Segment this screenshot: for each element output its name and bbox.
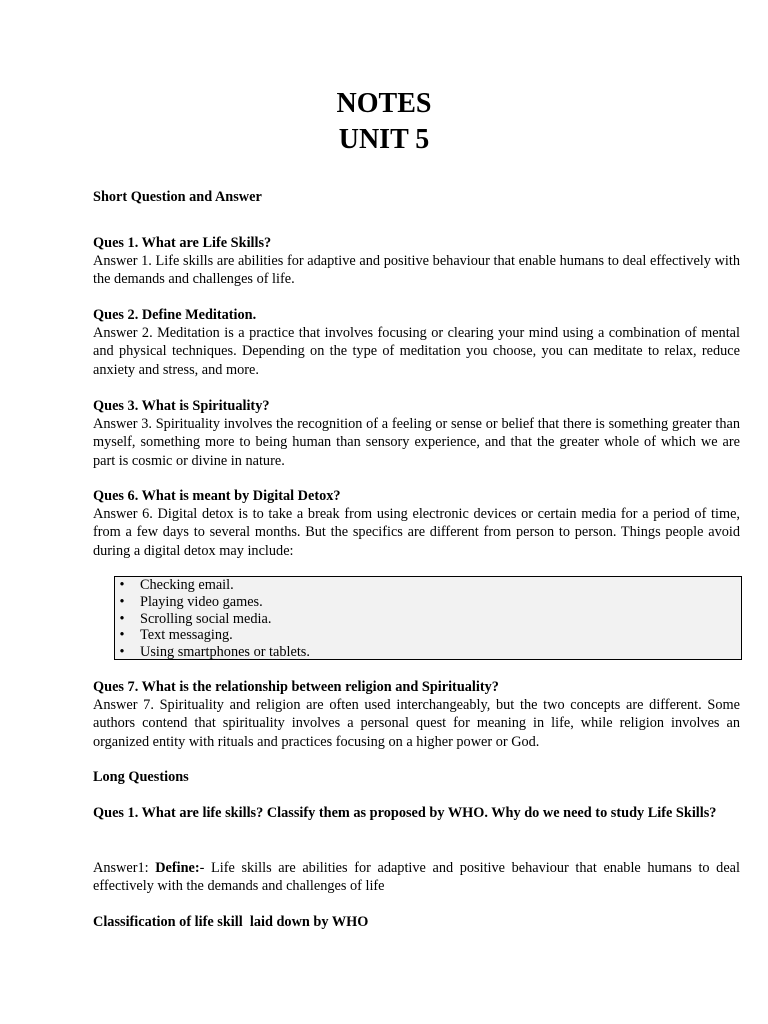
list-item	[115, 577, 741, 594]
qa-block	[93, 487, 740, 560]
answer-2: Answer 2. Meditation is a practice that involves focusing or clearing your mind using a combination of mental and physical techniques. Depending on the type of meditation you choose, you can meditate to relax, reduce anxiety and stress, and more.	[93, 325, 740, 378]
answer-7: Answer 7. Spirituality and religion are often used interchangeably, but the two concepts are different. Some authors contend that spirituality involves a personal quest for meaning in life, while religion involves an organized entity with rituals and practices focusing on a higher power or God.	[93, 697, 740, 750]
classification-heading: Classification of life skill laid down by WHO	[93, 914, 369, 930]
digital-detox-list	[115, 577, 741, 661]
short-section-heading: Short Question and Answer	[93, 189, 262, 205]
qa-block	[93, 678, 740, 751]
long-question-1: Ques 1. What are life skills? Classify them as proposed by WHO. Why do we need to study Life Skills?	[93, 805, 717, 821]
list-item-text: Checking email.	[140, 577, 234, 593]
answer-prefix: Answer1:	[93, 860, 156, 876]
qa-block	[93, 397, 740, 470]
list-item	[115, 611, 741, 628]
answer-1: Answer 1. Life skills are abilities for adaptive and positive behaviour that enable humans to deal effectively with the demands and challenges of life.	[93, 253, 740, 288]
qa-block	[93, 306, 740, 379]
question-3: Ques 3. What is Spirituality?	[93, 398, 270, 414]
long-answer-1	[93, 859, 740, 895]
answer-6: Answer 6. Digital detox is to take a break from using electronic devices or certain media for a period of time, from a few days to several months. But the specifics are different from person to person. Things people avoid during a digital detox may include:	[93, 506, 740, 559]
bullet-icon: •	[119, 610, 125, 627]
bullet-icon: •	[119, 577, 125, 593]
list-item	[115, 627, 741, 644]
answer-text: - Life skills are abilities for adaptive and positive behaviour that enable humans to deal effectively with the demands and challenges of life	[93, 860, 740, 895]
long-section-heading: Long Questions	[93, 769, 189, 785]
title-unit: UNIT 5	[338, 124, 430, 155]
question-1: Ques 1. What are Life Skills?	[93, 235, 272, 251]
qa-block	[93, 234, 740, 289]
title-notes: NOTES	[336, 88, 432, 119]
list-item-text: Using smartphones or tablets.	[140, 644, 310, 661]
question-6: Ques 6. What is meant by Digital Detox?	[93, 488, 341, 504]
question-7: Ques 7. What is the relationship between religion and Spirituality?	[93, 679, 499, 695]
define-label: Define:	[155, 860, 200, 876]
bullet-icon: •	[119, 644, 125, 661]
list-item	[115, 594, 741, 611]
digital-detox-list-box	[114, 576, 742, 660]
list-item-text: Playing video games.	[140, 593, 263, 610]
list-item-text: Scrolling social media.	[140, 610, 272, 627]
question-2: Ques 2. Define Meditation.	[93, 307, 257, 323]
answer-3: Answer 3. Spirituality involves the recognition of a feeling or sense or belief that there is something greater than myself, something more to being human than sensory experience, and that the greater whole of which we are part is cosmic or divine in nature.	[93, 416, 740, 469]
bullet-icon: •	[119, 627, 125, 644]
bullet-icon: •	[119, 593, 125, 610]
list-item-text: Text messaging.	[140, 627, 233, 644]
list-item	[115, 644, 741, 661]
